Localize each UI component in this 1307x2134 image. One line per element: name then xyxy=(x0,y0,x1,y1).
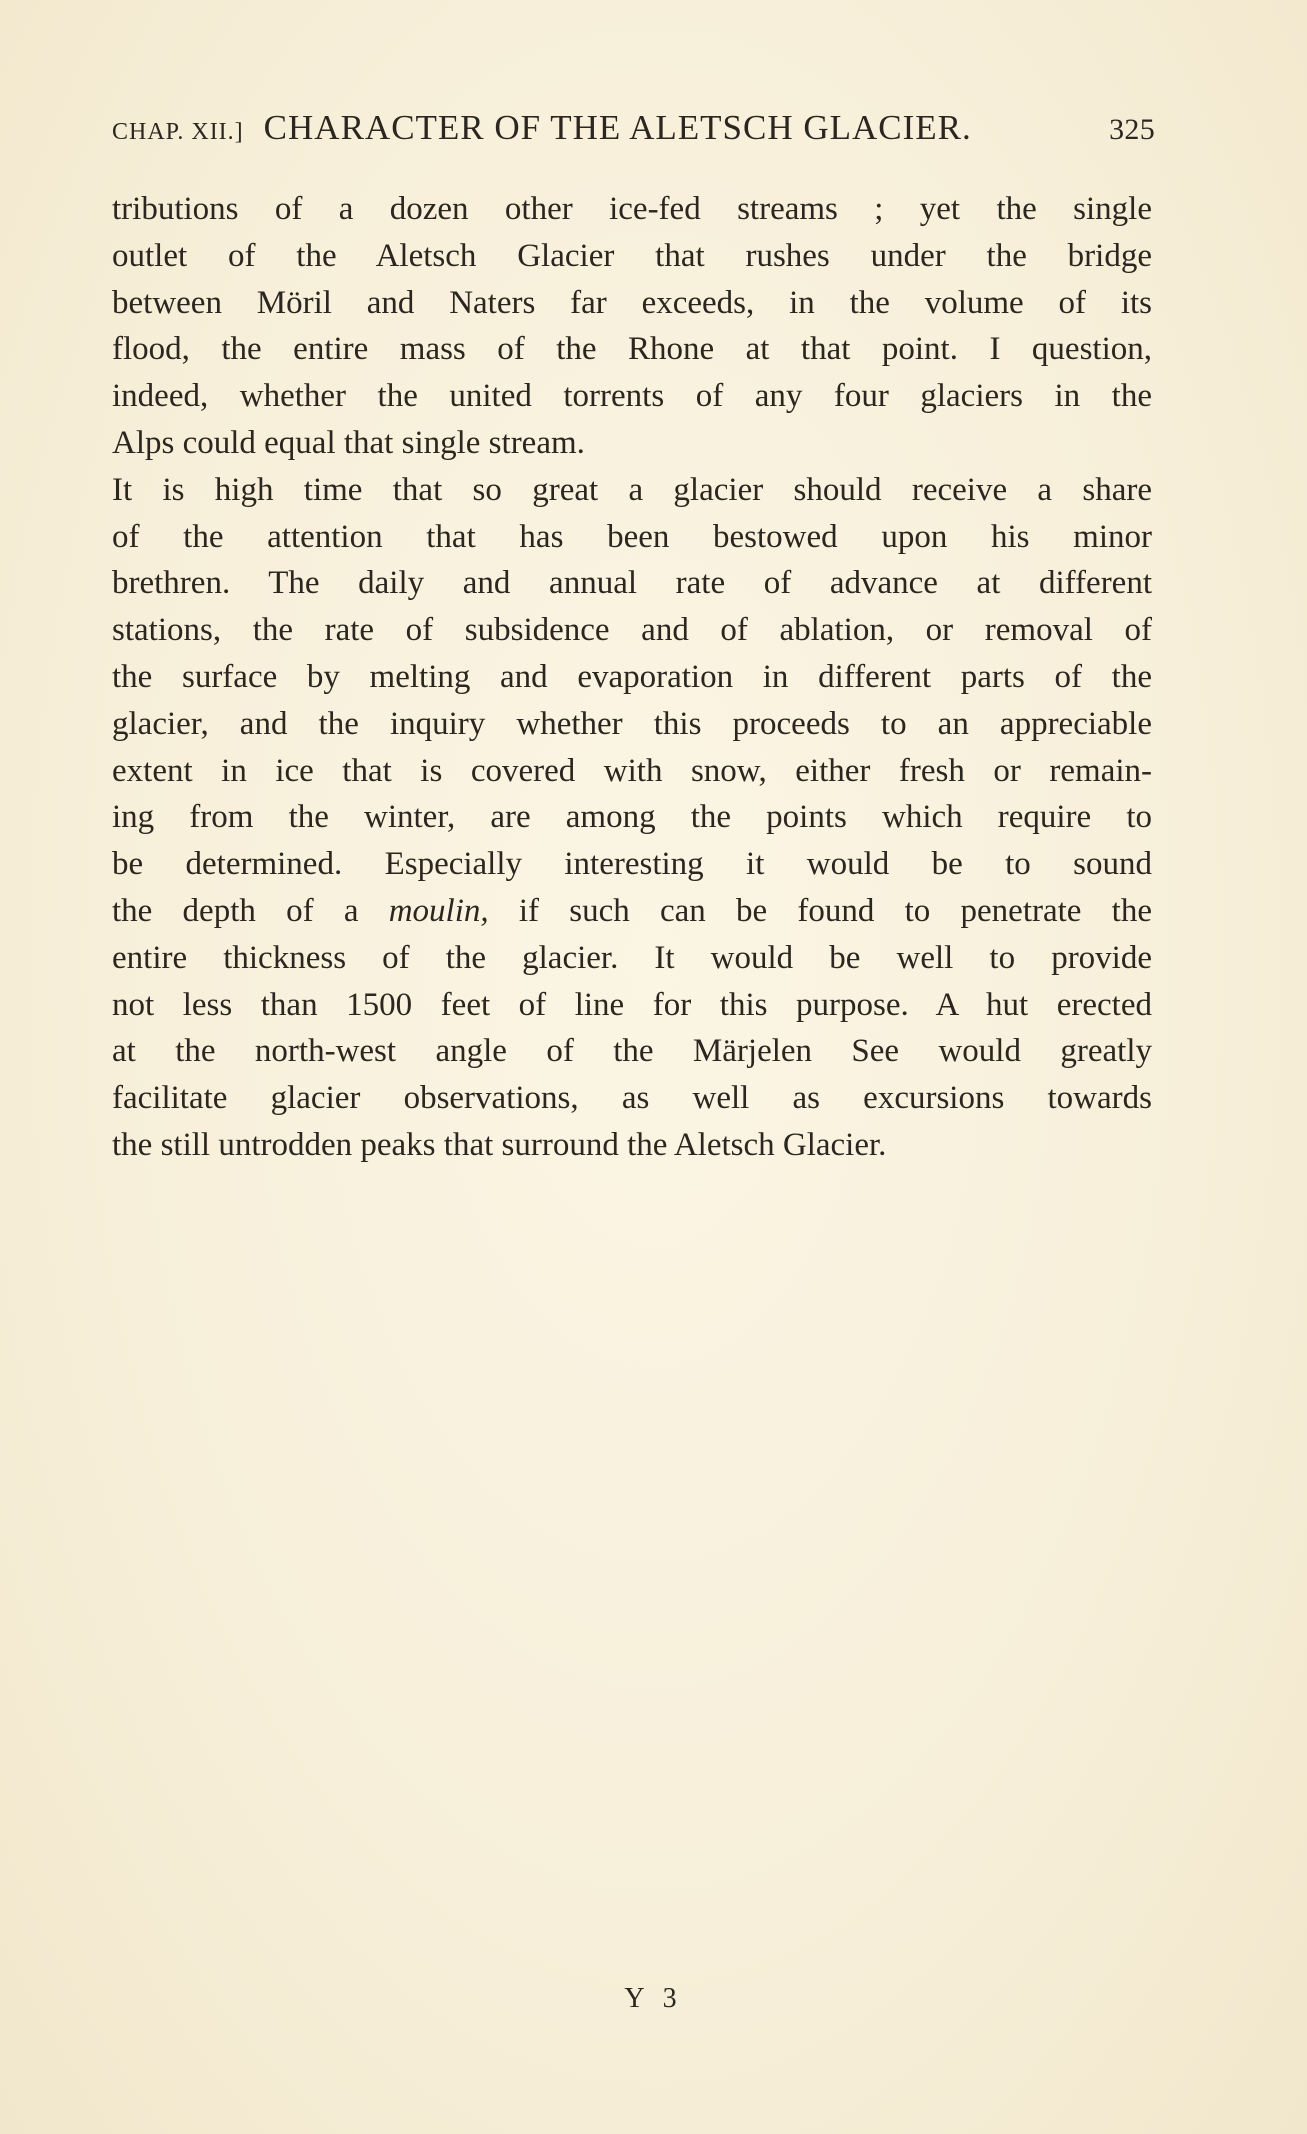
text-line: the still untrodden peaks that surround the Aletsch Glacier. xyxy=(112,1126,887,1163)
text-line-with-italic xyxy=(112,888,1152,935)
text-line: indeed, whether the united torrents of any four glaciers in the xyxy=(112,378,1152,415)
text-line: stations, the rate of subsidence and of ablation, or removal of xyxy=(112,612,1152,649)
page-number: 325 xyxy=(1109,113,1155,146)
text-run: if such can be found to penetrate the xyxy=(488,892,1152,929)
text-line: entire thickness of the glacier. It would be well to provide xyxy=(112,939,1152,976)
text-run: the depth of a xyxy=(112,892,389,929)
signature-mark: Y 3 xyxy=(624,1983,683,2014)
text-line: extent in ice that is covered with snow, either fresh or remain- xyxy=(112,752,1152,789)
running-head xyxy=(112,108,1155,152)
text-line: brethren. The daily and annual rate of advance at different xyxy=(112,565,1152,602)
text-line: It is high time that so great a glacier should receive a share xyxy=(112,471,1152,508)
italic-term: moulin, xyxy=(388,892,489,929)
chapter-reference: CHAP. XII.] xyxy=(112,119,244,145)
text-line: be determined. Especially interesting it would be to sound xyxy=(112,846,1152,883)
text-line: between Möril and Naters far exceeds, in the volume of its xyxy=(112,284,1152,321)
text-line: ing from the winter, are among the points which require to xyxy=(112,799,1152,836)
text-line: flood, the entire mass of the Rhone at that point. I question, xyxy=(112,331,1152,368)
text-line: tributions of a dozen other ice-fed streams ; yet the single xyxy=(112,191,1152,227)
text-line: of the attention that has been bestowed upon his minor xyxy=(112,518,1152,555)
text-line: the surface by melting and evaporation in different parts of the xyxy=(112,658,1152,695)
text-line: Alps could equal that single stream. xyxy=(112,424,585,461)
text-line: not less than 1500 feet of line for this purpose. A hut erected xyxy=(112,986,1152,1023)
text-line: glacier, and the inquiry whether this proceeds to an appreciable xyxy=(112,705,1152,742)
body-text xyxy=(112,186,1152,1169)
running-title: CHARACTER OF THE ALETSCH GLACIER. xyxy=(263,108,972,147)
text-line: outlet of the Aletsch Glacier that rushes under the bridge xyxy=(112,237,1152,274)
text-line: facilitate glacier observations, as well as excursions towards xyxy=(112,1080,1152,1117)
text-line: at the north-west angle of the Märjelen See would greatly xyxy=(112,1033,1152,1070)
